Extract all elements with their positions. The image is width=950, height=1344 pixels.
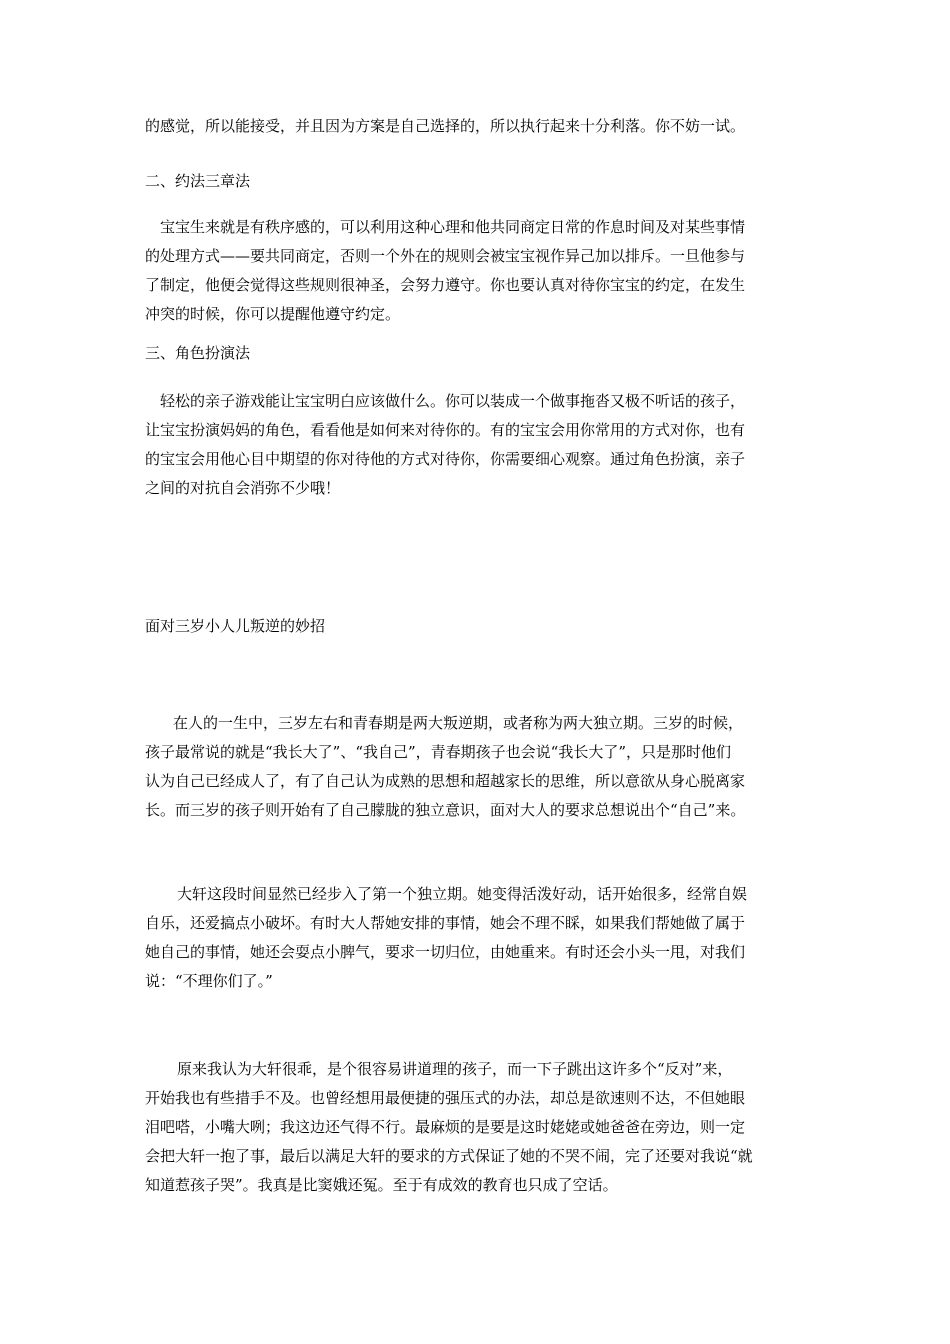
text-line: 让宝宝扮演妈妈的角色，看看他是如何来对待你的。有的宝宝会用你常用的方式对你，也有 [145,421,746,439]
article-title: 面对三岁小人儿叛逆的妙招 [145,617,326,635]
text-line: 大轩这段时间显然已经步入了第一个独立期。她变得活泼好动，话开始很多，经常自娱 [177,885,748,903]
text-line: 孩子最常说的就是“我长大了”、“我自己”，青春期孩子也会说“我长大了”，只是那时他们 [145,743,732,761]
text-line: 的感觉，所以能接受，并且因为方案是自己选择的，所以执行起来十分利落。你不妨一试。 [145,117,746,135]
text-line: 原来我认为大轩很乖，是个很容易讲道理的孩子，而一下子跳出这许多个“反对”来， [177,1060,733,1078]
paragraph-section-3 [145,387,810,503]
text-line: 认为自己已经成人了，有了自己认为成熟的思想和超越家长的思维，所以意欲从身心脱离家 [145,772,746,790]
text-line: 了制定，他便会觉得这些规则很神圣，会努力遵守。你也要认真对待你宝宝的约定，在发生 [145,276,746,294]
text-line: 的宝宝会用他心目中期望的你对待他的方式对待你，你需要细心观察。通过角色扮演，亲子 [145,450,746,468]
text-line: 之间的对抗自会消弥不少哦！ [145,479,341,497]
text-line: 泪吧嗒，小嘴大咧；我这边还气得不行。最麻烦的是要是这时姥姥或她爸爸在旁边，则一定 [145,1118,746,1136]
text-line: 会把大轩一抱了事，最后以满足大轩的要求的方式保证了她的不哭不闹，完了还要对我说“就 [145,1147,753,1165]
text-line: 冲突的时候，你可以提醒他遵守约定。 [145,305,401,323]
text-line: 在人的一生中，三岁左右和青春期是两大叛逆期，或者称为两大独立期。三岁的时候， [173,714,744,732]
text-line: 轻松的亲子游戏能让宝宝明白应该做什么。你可以装成一个做事拖沓又极不听话的孩子， [160,392,746,410]
text-line: 的处理方式——要共同商定，否则一个外在的规则会被宝宝视作异己加以排斥。一旦他参与 [145,247,746,265]
text-line: 长。而三岁的孩子则开始有了自己朦胧的独立意识，面对大人的要求总想说出个“自己”来。 [145,801,746,819]
paragraph-originally [145,1055,810,1200]
paragraph-continuation [145,112,810,141]
text-line: 开始我也有些措手不及。也曾经想用最便捷的强压式的办法，却总是欲速则不达，不但她眼 [145,1089,746,1107]
text-line: 自乐，还爱搞点小破坏。有时大人帮她安排的事情，她会不理不睬，如果我们帮她做了属于 [145,914,746,932]
text-line: 说：“不理你们了。” [145,972,273,990]
paragraph-section-2 [145,213,810,329]
paragraph-intro [145,709,810,825]
text-line: 知道惹孩子哭”。我真是比窦娥还冤。至于有成效的教育也只成了空话。 [145,1176,618,1194]
text-line: 她自己的事情，她还会耍点小脾气，要求一切归位，由她重来。有时还会小头一甩，对我们 [145,943,746,961]
section-heading-2: 二、约法三章法 [145,172,251,190]
section-heading-3: 三、角色扮演法 [145,344,251,362]
text-line: 宝宝生来就是有秩序感的，可以利用这种心理和他共同商定日常的作息时间及对某些事情 [160,218,746,236]
paragraph-daxuan [145,880,810,996]
